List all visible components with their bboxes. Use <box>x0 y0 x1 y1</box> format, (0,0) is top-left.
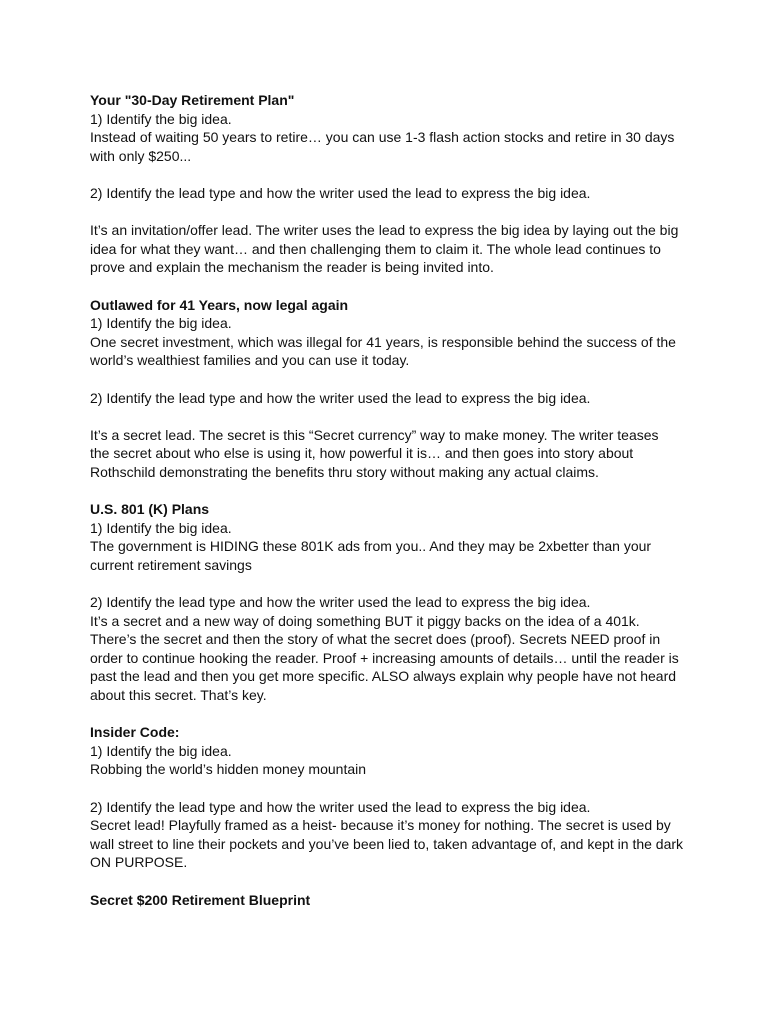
spacer <box>90 872 690 891</box>
big-idea-line: Robbing the world’s hidden money mountain <box>90 761 367 778</box>
answer-line: It’s an invitation/offer lead. The writer uses the lead to express the big idea by laying out the big <box>90 222 679 239</box>
section-outlawed-41-years <box>90 296 690 501</box>
spacer <box>90 481 690 500</box>
section-title-secret-200-blueprint: Secret $200 Retirement Blueprint <box>90 891 311 908</box>
question-lead-type: 2) Identify the lead type and how the writer used the lead to express the big idea. <box>90 594 591 611</box>
big-idea-line: Instead of waiting 50 years to retire… you can use 1-3 flash action stocks and retire in 30 days <box>90 129 675 146</box>
big-idea-line: The government is HIDING these 801K ads from you.. And they may be 2xbetter than your <box>90 538 652 555</box>
spacer <box>90 165 690 184</box>
section-title: Insider Code: <box>90 724 180 741</box>
answer-line: Secret lead! Playfully framed as a heist- because it’s money for nothing. The secret is used by <box>90 817 671 834</box>
answer-line: about this secret. That’s key. <box>90 687 267 703</box>
question-big-idea: 1) Identify the big idea. <box>90 110 232 127</box>
answer-line: past the lead and then you get more specific. ALSO always explain why people have not heard <box>90 668 677 685</box>
big-idea-line: One secret investment, which was illegal for 41 years, is responsible behind the success of the <box>90 333 676 350</box>
answer-line: It’s a secret and a new way of doing something BUT it piggy backs on the idea of a 401k. <box>90 612 640 629</box>
answer-line: the secret about who else is using it, how powerful it is… and then goes into story about <box>90 445 634 462</box>
document-page <box>90 91 690 909</box>
section-title: Outlawed for 41 Years, now legal again <box>90 296 349 313</box>
spacer <box>90 370 690 389</box>
answer-line: prove and explain the mechanism the reader is being invited into. <box>90 259 494 276</box>
spacer <box>90 407 690 426</box>
answer-line: There’s the secret and then the story of what the secret does (proof). Secrets NEED proof in <box>90 631 661 648</box>
section-title: Your "30-Day Retirement Plan" <box>90 92 295 108</box>
question-big-idea: 1) Identify the big idea. <box>90 519 232 536</box>
section-us-801k-plans <box>90 500 690 723</box>
question-lead-type: 2) Identify the lead type and how the writer used the lead to express the big idea. <box>90 798 591 815</box>
question-big-idea: 1) Identify the big idea. <box>90 742 232 759</box>
big-idea-line: world’s wealthiest families and you can use it today. <box>90 352 410 369</box>
section-title: U.S. 801 (K) Plans <box>90 501 210 518</box>
question-lead-type: 2) Identify the lead type and how the writer used the lead to express the big idea. <box>90 389 591 406</box>
answer-line: order to continue hooking the reader. Proof + increasing amounts of details… until the reader is <box>90 649 679 666</box>
answer-line: ON PURPOSE. <box>90 854 188 871</box>
section-insider-code <box>90 723 690 890</box>
spacer <box>90 277 690 296</box>
answer-line: idea for what they want… and then challenging them to claim it. The whole lead continues to <box>90 240 661 257</box>
question-big-idea: 1) Identify the big idea. <box>90 315 232 332</box>
answer-line: Rothschild demonstrating the benefits thru story without making any actual claims. <box>90 463 599 480</box>
big-idea-line: with only $250... <box>90 147 192 164</box>
spacer <box>90 705 690 724</box>
answer-line: It’s a secret lead. The secret is this “Secret currency” way to make money. The writer teases <box>90 426 659 443</box>
question-lead-type: 2) Identify the lead type and how the writer used the lead to express the big idea. <box>90 184 591 201</box>
answer-line: wall street to line their pockets and you’ve been lied to, taken advantage of, and kept in the dark <box>90 835 684 852</box>
section-30-day-retirement-plan <box>90 91 690 296</box>
spacer <box>90 203 690 222</box>
big-idea-line: current retirement savings <box>90 556 252 573</box>
spacer <box>90 779 690 798</box>
spacer <box>90 574 690 593</box>
